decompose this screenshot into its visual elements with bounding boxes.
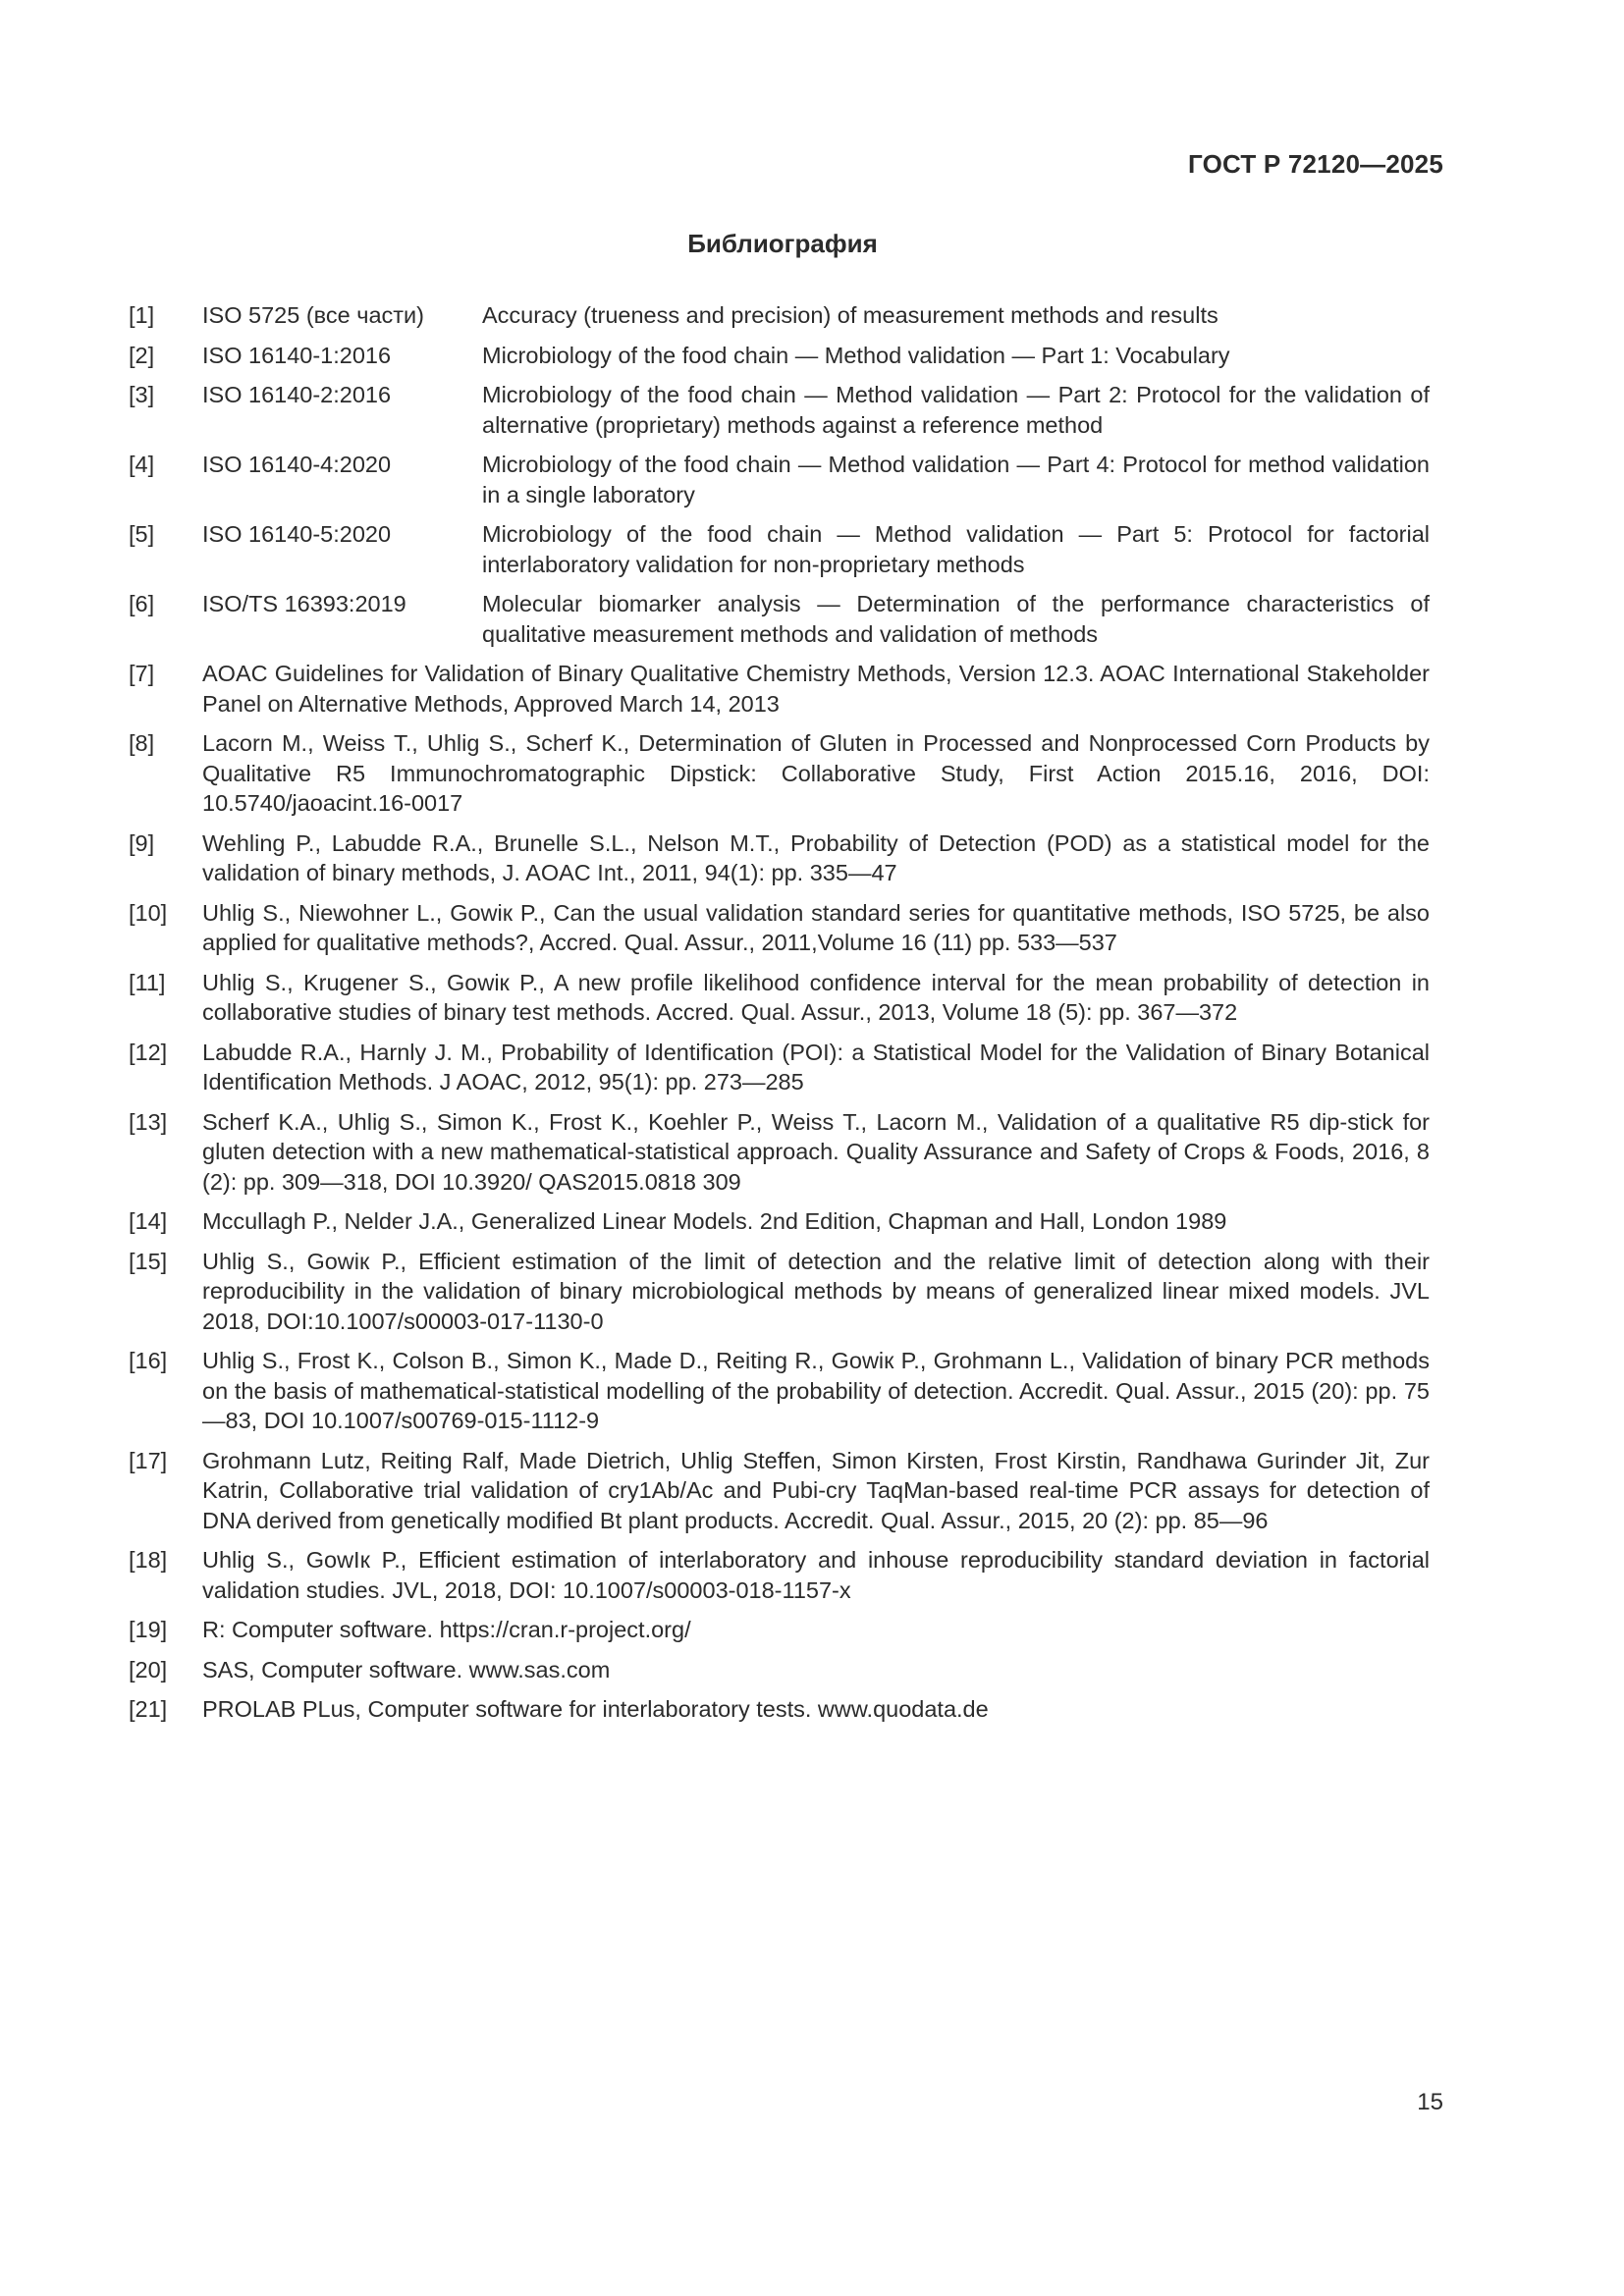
reference-text: AOAC Guidelines for Validation of Binary Qualitative Chemistry Methods, Version 12.3. AOAC International Stakeholder Panel on Alternative Methods, Approved March 14, 2013	[202, 661, 1430, 717]
reference-text: Microbiology of the food chain — Method validation — Part 2: Protocol for the validation of alternative (proprietary) methods against a reference method	[482, 382, 1430, 438]
reference-text: Microbiology of the food chain — Method validation — Part 5: Protocol for factorial interlaboratory validation for non-proprietary methods	[482, 521, 1430, 577]
reference-text: PROLAB PLus, Computer software for interlaboratory tests. www.quodata.de	[202, 1696, 989, 1722]
reference-code: ISO/TS 16393:2019	[202, 591, 406, 616]
reference-number: [3]	[129, 382, 155, 407]
reference-number: [4]	[129, 452, 155, 477]
reference-text: Uhlig S., Krugener S., Gowiк P., A new profile likelihood confidence interval for the mean probability of detection in collaborative studies of binary test methods. Accred. Qual. Assur., 2013, Volume 18 (5): pp. 367—372	[202, 969, 1430, 1025]
reference-item	[129, 589, 1430, 649]
reference-item	[129, 1655, 1430, 1685]
reference-item	[129, 1545, 1430, 1605]
reference-number: [11]	[129, 969, 166, 995]
reference-item	[129, 1615, 1430, 1645]
reference-item	[129, 728, 1430, 819]
reference-text: Microbiology of the food chain — Method validation — Part 4: Protocol for method validation in a single laboratory	[482, 452, 1430, 507]
reference-item	[129, 1038, 1430, 1097]
reference-number: [14]	[129, 1208, 168, 1234]
reference-item	[129, 1446, 1430, 1536]
reference-text: Labudde R.A., Harnly J. M., Probability of Identification (POI): a Statistical Model for the Validation of Binary Botanical Identification Methods. J AOAC, 2012, 95(1): pp. 273—285	[202, 1039, 1430, 1095]
reference-code: ISO 5725 (все части)	[202, 302, 424, 328]
reference-text: Wehling P., Labudde R.A., Brunelle S.L., Nelson M.T., Probability of Detection (POD) as a statistical model for the validation of binary methods, J. AOAC Int., 2011, 94(1): pp. 335—47	[202, 829, 1430, 885]
reference-item	[129, 300, 1430, 331]
reference-item	[129, 450, 1430, 509]
reference-number: [6]	[129, 591, 155, 616]
reference-text: Scherf K.A., Uhlig S., Simon K., Frost K., Koehler P., Weiss T., Lacorn M., Validation of a qualitative R5 dip-stick for gluten detection with a new mathematical-statistical approach. Quality Assurance and Safety of Crops & Foods, 2016, 8 (2): pp. 309—318, DOI 10.3920/ QAS2015.0818 309	[202, 1108, 1430, 1195]
reference-number: [10]	[129, 899, 168, 926]
reference-code: ISO 16140-1:2016	[202, 342, 392, 368]
reference-text: Mccullagh P., Nelder J.A., Generalized Linear Models. 2nd Edition, Chapman and Hall, London 1989	[202, 1208, 1227, 1234]
reference-number: [18]	[129, 1547, 168, 1573]
reference-item	[129, 1206, 1430, 1237]
reference-number: [15]	[129, 1248, 168, 1274]
reference-item	[129, 519, 1430, 579]
reference-text: R: Computer software. https://cran.r-project.org/	[202, 1617, 691, 1642]
reference-number: [13]	[129, 1108, 168, 1135]
reference-number: [1]	[129, 302, 155, 328]
reference-text: Uhlig S., Niewohner L., Gowiк P., Can the usual validation standard series for quantitative methods, ISO 5725, be also applied for qualitative methods?, Accred. Qual. Assur., 2011,Volume 16 (11) pp. 533—537	[202, 899, 1430, 955]
reference-code: ISO 16140-4:2020	[202, 452, 392, 477]
reference-number: [16]	[129, 1348, 168, 1373]
reference-text: Uhlig S., Gowiк P., Efficient estimation of the limit of detection and the relative limit of detection along with their reproducibility in the validation of binary microbiological methods by means of generalized linear mixed models. JVL 2018, DOI:10.1007/s00003-017-1130-0	[202, 1248, 1430, 1334]
reference-code: ISO 16140-5:2020	[202, 521, 392, 547]
bibliography-title: Библиография	[687, 229, 878, 258]
reference-text: Lacorn M., Weiss T., Uhlig S., Scherf K., Determination of Gluten in Processed and Nonprocessed Corn Products by Qualitative R5 Immunochromatographic Dipstick: Collaborative Study, First Action 2015.16, 2016, DOI: 10.5740/jaoacint.16-0017	[202, 730, 1430, 816]
reference-text: Molecular biomarker analysis — Determination of the performance characteristics of qualitative measurement methods and validation of methods	[482, 591, 1430, 647]
reference-text: Uhlig S., Frost K., Colson B., Simon K., Made D., Reiting R., Gowiк P., Grohmann L., Validation of binary PCR methods on the basis of mathematical-statistical modelling of the probability of detection. Accredit. Qual. Assur., 2015 (20): pp. 75—83, DOI 10.1007/s00769-015-1112-9	[202, 1348, 1430, 1433]
reference-number: [12]	[129, 1039, 168, 1065]
reference-item	[129, 341, 1430, 371]
reference-number: [9]	[129, 829, 155, 856]
reference-number: [19]	[129, 1617, 168, 1642]
reference-text: SAS, Computer software. www.sas.com	[202, 1656, 611, 1682]
reference-number: [20]	[129, 1656, 168, 1682]
reference-text: Grohmann Lutz, Reiting Ralf, Made Dietrich, Uhlig Steffen, Simon Kirsten, Frost Kirstin, Randhawa Gurinder Jit, Zur Katrin, Collaborative trial validation of cry1Ab/Ac and Pubi-cry TaqMan-based real-time PCR assays for detection of DNA derived from genetically modified Bt plant products. Accredit. Qual. Assur., 2015, 20 (2): pp. 85—96	[202, 1447, 1430, 1533]
page-number: 15	[1417, 2089, 1443, 2115]
reference-item	[129, 1346, 1430, 1436]
reference-item	[129, 828, 1430, 888]
reference-item	[129, 968, 1430, 1028]
reference-number: [5]	[129, 521, 155, 547]
reference-number: [8]	[129, 730, 155, 756]
reference-item	[129, 898, 1430, 958]
reference-number: [17]	[129, 1447, 168, 1473]
document-id-header: ГОСТ Р 72120—2025	[1188, 149, 1443, 179]
reference-text: Uhlig S., GowIк P., Efficient estimation of interlaboratory and inhouse reproducibility standard deviation in factorial validation studies. JVL, 2018, DOI: 10.1007/s00003-018-1157-x	[202, 1547, 1430, 1603]
reference-item	[129, 1247, 1430, 1337]
bibliography-list	[129, 300, 1430, 1735]
reference-item	[129, 1107, 1430, 1198]
reference-number: [21]	[129, 1696, 168, 1722]
reference-item	[129, 659, 1430, 719]
reference-text: Accuracy (trueness and precision) of measurement methods and results	[482, 302, 1218, 328]
reference-item	[129, 1694, 1430, 1725]
reference-item	[129, 380, 1430, 440]
reference-code: ISO 16140-2:2016	[202, 382, 392, 407]
reference-number: [7]	[129, 661, 155, 686]
reference-number: [2]	[129, 342, 155, 368]
reference-text: Microbiology of the food chain — Method validation — Part 1: Vocabulary	[482, 342, 1230, 368]
